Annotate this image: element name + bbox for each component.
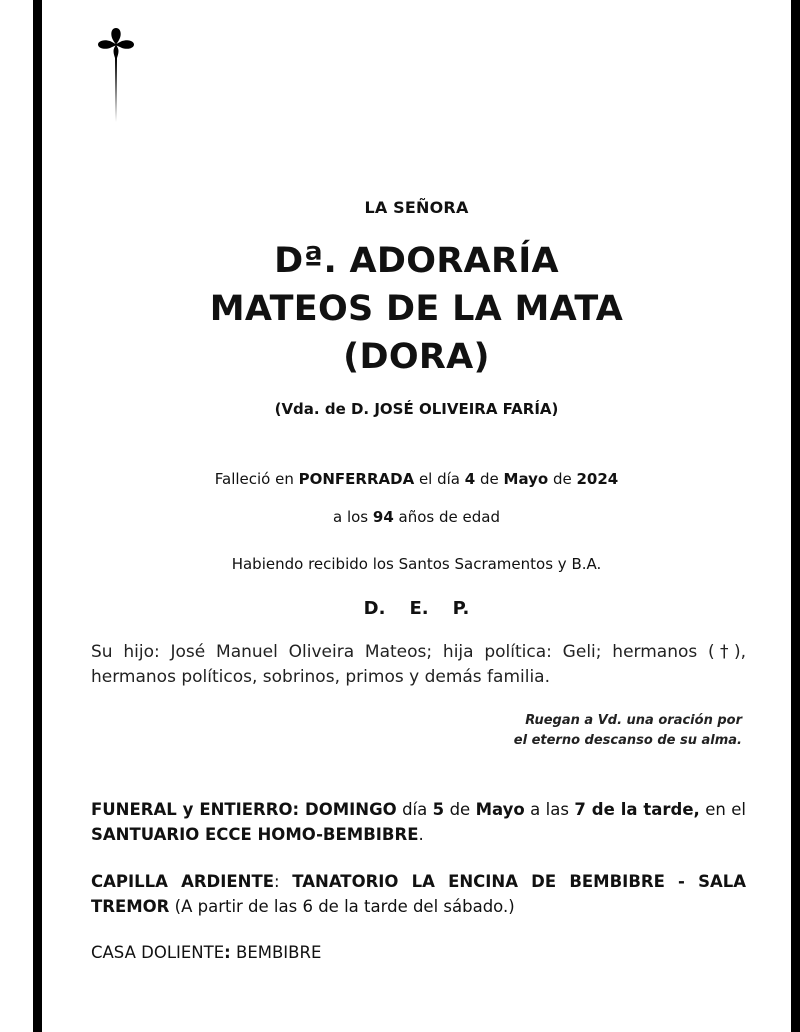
- house-place: BEMBIBRE: [230, 943, 322, 962]
- chapel-venue: TANATORIO LA ENCINA DE BEMBIBRE - SALA TREMOR: [91, 872, 747, 916]
- rip-p: P.: [452, 598, 470, 619]
- funeral-day: 5: [432, 800, 445, 819]
- death-place: PONFERRADA: [298, 470, 415, 488]
- family-list: Su hijo: José Manuel Oliveira Mateos; hija política: Geli; hermanos (†), hermanos políticos, sobrinos, primos y demás familia.: [91, 642, 746, 687]
- death-text: de: [475, 470, 504, 488]
- prayer-request: [440, 711, 742, 751]
- funeral-info: [91, 797, 746, 847]
- deceased-name-line1: Dª. ADORARÍA: [274, 241, 559, 281]
- age-value: 94: [372, 508, 394, 526]
- funeral-text: .: [418, 825, 424, 844]
- death-day: 4: [464, 470, 476, 488]
- death-statement: [42, 470, 791, 488]
- house-colon: :: [224, 943, 231, 962]
- widow-of: (Vda. de D. JOSÉ OLIVEIRA FARÍA): [274, 400, 559, 418]
- santiago-cross-icon: [94, 28, 138, 122]
- chapel-info: [91, 869, 746, 919]
- deceased-nickname: (DORA): [343, 337, 490, 377]
- funeral-label: FUNERAL y ENTIERRO: DOMINGO: [91, 800, 397, 819]
- death-year: 2024: [576, 470, 619, 488]
- chapel-label: CAPILLA ARDIENTE: [91, 872, 275, 891]
- funeral-text: en el: [699, 800, 746, 819]
- house-label: CASA DOLIENTE: [91, 943, 225, 962]
- funeral-time: 7 de la tarde,: [574, 800, 700, 819]
- death-month: Mayo: [503, 470, 549, 488]
- page-border-right: [791, 0, 800, 1032]
- rip-e: E.: [409, 598, 429, 619]
- funeral-month: Mayo: [475, 800, 525, 819]
- age-text: años de edad: [393, 508, 500, 526]
- title-prefix: LA SEÑORA: [364, 198, 469, 217]
- chapel-text: :: [274, 872, 293, 891]
- prayer-line1: Ruegan a Vd. una oración por: [525, 713, 742, 728]
- funeral-venue: SANTUARIO ECCE HOMO-BEMBIBRE: [91, 825, 419, 844]
- death-text: el día: [414, 470, 465, 488]
- deceased-name-line2: MATEOS DE LA MATA: [209, 289, 624, 329]
- death-text: de: [548, 470, 577, 488]
- death-text: Falleció en: [214, 470, 299, 488]
- rip-initials: [42, 598, 791, 619]
- house-info: [91, 940, 746, 965]
- sacraments-statement: Habiendo recibido los Santos Sacramentos y B.A.: [231, 555, 602, 573]
- age-text: a los: [333, 508, 373, 526]
- funeral-text: día: [396, 800, 433, 819]
- age-statement: [42, 508, 791, 526]
- rip-d: D.: [363, 598, 386, 619]
- funeral-text: de: [444, 800, 476, 819]
- page-border-left: [33, 0, 42, 1032]
- chapel-text: (A partir de las 6 de la tarde del sábado.): [169, 897, 515, 916]
- funeral-text: a las: [524, 800, 575, 819]
- prayer-line2: el eterno descanso de su alma.: [513, 733, 742, 748]
